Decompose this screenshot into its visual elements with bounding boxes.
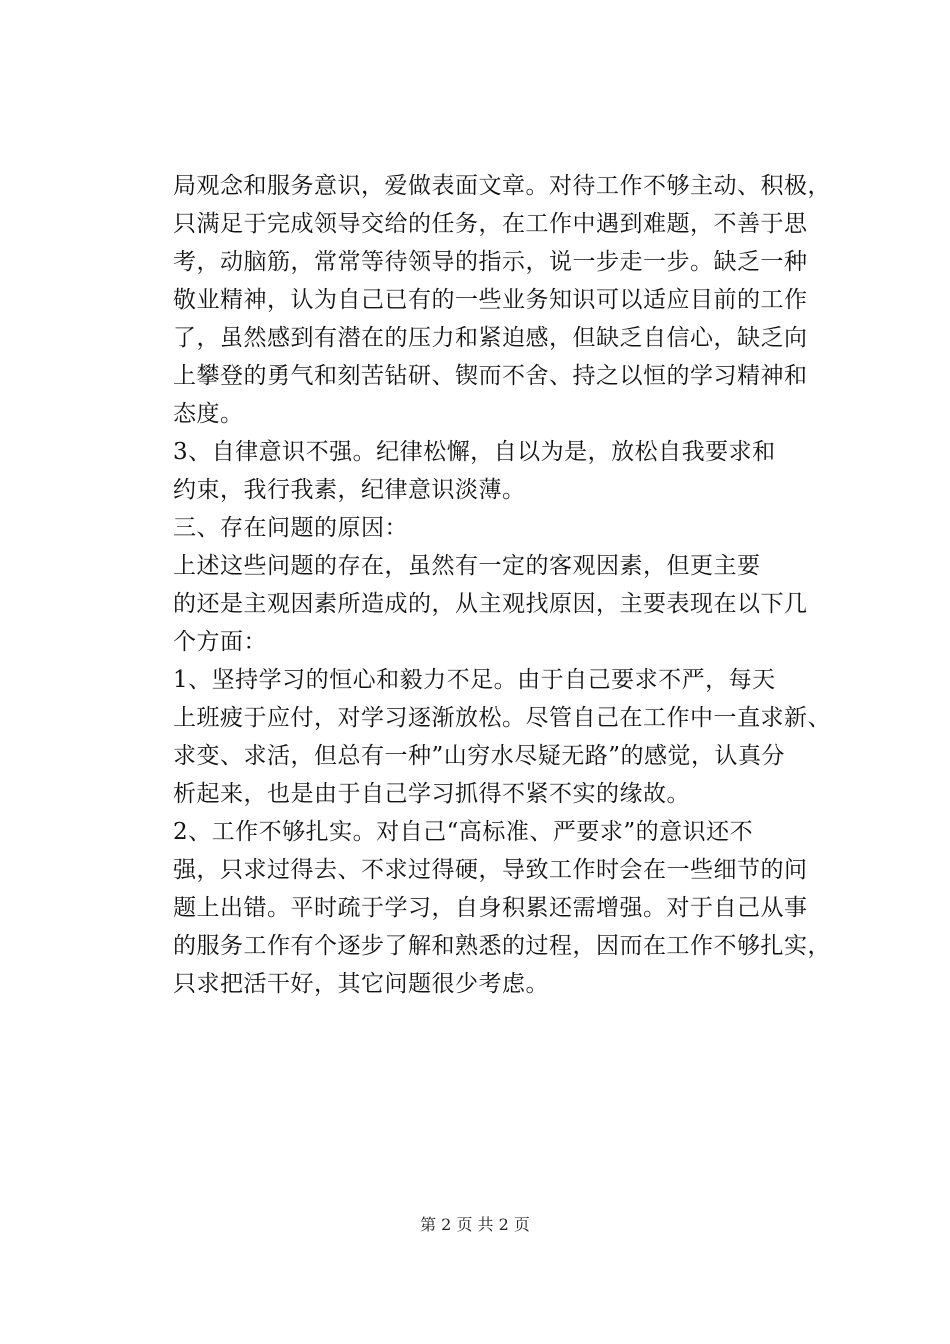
- text-line: 只满足于完成领导交给的任务，在工作中遇到难题，不善于思: [173, 211, 808, 237]
- text-line: 题上出错。平时疏于学习，自身积累还需增强。对于自己从事: [173, 895, 808, 921]
- text-line: 上班疲于应付，对学习逐渐放松。尽管自己在工作中一直求新、: [173, 705, 831, 731]
- body-text: [173, 167, 863, 1003]
- text-line: 约束，我行我素，纪律意识淡薄。: [173, 477, 526, 503]
- section-heading: 三、存在问题的原因：: [173, 515, 408, 541]
- text-line: 个方面：: [173, 629, 267, 655]
- text-line: 局观念和服务意识，爱做表面文章。对待工作不够主动、积极，: [173, 173, 831, 199]
- text-line: 1、坚持学习的恒心和毅力不足。由于自己要求不严，每天: [173, 667, 776, 693]
- text-line: 的还是主观因素所造成的，从主观找原因，主要表现在以下几: [173, 591, 808, 617]
- text-line: 敬业精神，认为自己已有的一些业务知识可以适应目前的工作: [173, 287, 808, 313]
- page-number-footer: 第 2 页 共 2 页: [420, 1215, 530, 1234]
- text-line: 求变、求活，但总有一种”山穷水尽疑无路”的感觉，认真分: [173, 743, 786, 769]
- text-line: 只求把活干好，其它问题很少考虑。: [173, 971, 549, 997]
- text-line: 上攀登的勇气和刻苦钻研、锲而不舍、持之以恒的学习精神和: [173, 363, 808, 389]
- text-line: 强，只求过得去、不求过得硬，导致工作时会在一些细节的问: [173, 857, 808, 883]
- text-line: 3、自律意识不强。纪律松懈，自以为是，放松自我要求和: [173, 439, 776, 465]
- text-line: 的服务工作有个逐步了解和熟悉的过程，因而在工作不够扎实，: [173, 933, 831, 959]
- text-line: 了，虽然感到有潜在的压力和紧迫感，但缺乏自信心，缺乏向: [173, 325, 808, 351]
- text-line: 析起来，也是由于自己学习抓得不紧不实的缘故。: [173, 781, 690, 807]
- text-line: 考，动脑筋，常常等待领导的指示，说一步走一步。缺乏一种: [173, 249, 808, 275]
- text-line: 上述这些问题的存在，虽然有一定的客观因素，但更主要: [173, 553, 761, 579]
- text-line: 态度。: [173, 401, 244, 427]
- text-line: 2、工作不够扎实。对自己“高标准、严要求”的意识还不: [173, 819, 754, 845]
